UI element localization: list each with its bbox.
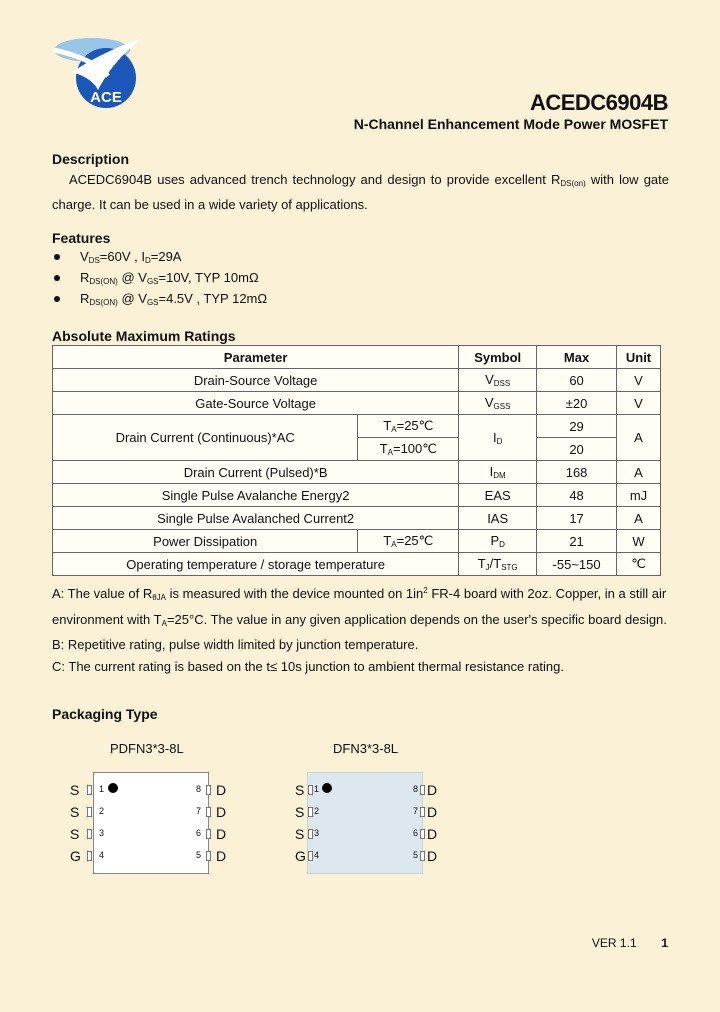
pin-label: S <box>70 804 80 820</box>
table-row: Operating temperature / storage temperature $T_J/T_{STG}$ -55~150 ℃ <box>53 553 661 576</box>
note-a: A: The value of $R_{\theta JA}$ is measured with the device mounted on $1in^2$ FR-4 board with 2oz. Copper, in a still air environment with $T_A=25^\circ C$. The value in any given application depends on the user's specific board design. <box>52 586 667 628</box>
pin-label: D <box>216 782 227 798</box>
table-row: Single Pulse Avalanched Current2 IAS 17 A <box>53 507 661 530</box>
pin-label: D <box>427 848 438 864</box>
pin-label: D <box>427 804 438 820</box>
packaging-heading: Packaging Type <box>52 706 158 722</box>
pin-number: 4 <box>99 850 105 860</box>
pin-label: S <box>295 782 305 798</box>
table-row: Single Pulse Avalanche Energy2 EAS 48 mJ <box>53 484 661 507</box>
pin-label: S <box>70 782 80 798</box>
pin-number: 5 <box>196 850 202 860</box>
pin-number: 6 <box>413 828 419 838</box>
part-number: ACEDC6904B <box>529 90 668 115</box>
pin-label: D <box>216 804 227 820</box>
pin-number: 8 <box>413 784 419 794</box>
pin1-marker <box>322 783 332 793</box>
ratings-table <box>52 345 661 576</box>
pin-label: D <box>427 782 438 798</box>
ratings-heading: Absolute Maximum Ratings <box>52 328 236 344</box>
table-row: $T_A=100℃$ 20 <box>53 438 661 461</box>
pin-label: S <box>295 804 305 820</box>
ratings-notes <box>52 580 669 677</box>
description-heading: Description <box>52 151 130 167</box>
pin-label: G <box>295 848 306 864</box>
pdfn-package-diagram <box>93 772 209 874</box>
table-header-row <box>53 346 661 369</box>
header-unit: Unit <box>617 346 661 369</box>
table-row: Drain Current (Pulsed)*B $I_{DM}$ 168 A <box>53 461 661 484</box>
pin-number: 1 <box>314 784 320 794</box>
table-row: Gate-Source Voltage $V_{GSS}$ ±20 V <box>53 392 661 415</box>
pin-label: S <box>70 826 80 842</box>
pin1-marker <box>108 783 118 793</box>
note-c: C: The current rating is based on the t≤ 10s junction to ambient thermal resistance rating. <box>52 658 564 674</box>
page-number: 1 <box>661 936 668 950</box>
pin-number: 3 <box>99 828 105 838</box>
dfn-package-diagram <box>307 772 423 874</box>
description-text: ACEDC6904B uses advanced trench technology and design to provide excellent $R_{DS(on)}$ with low gate charge. It can be used in a wide variety of applications. <box>52 172 669 212</box>
list-item: $R_{DS(ON)}$ @ $V_{GS}=10V$, TYP 10mΩ <box>52 267 267 288</box>
pin-number: 7 <box>196 806 202 816</box>
features-list <box>52 246 267 309</box>
pin-number: 2 <box>314 806 320 816</box>
product-subtitle: N-Channel Enhancement Mode Power MOSFET <box>353 116 668 132</box>
logo-text: ACE <box>90 89 122 106</box>
header-symbol: Symbol <box>459 346 537 369</box>
pin-label: D <box>427 826 438 842</box>
ace-logo <box>52 32 148 112</box>
version-label: VER 1.1 <box>591 936 637 950</box>
header-parameter: Parameter <box>53 346 459 369</box>
package-name-dfn: DFN3*3-8L <box>333 741 399 756</box>
header-max: Max <box>537 346 617 369</box>
pin-label: D <box>216 848 227 864</box>
table-row: Power Dissipation $T_A=25℃$ $P_D$ 21 W <box>53 530 661 553</box>
pin-label: D <box>216 826 227 842</box>
footer <box>592 936 668 950</box>
pin-number: 1 <box>99 784 105 794</box>
pin-label: S <box>295 826 305 842</box>
list-item: $R_{DS(ON)}$ @ $V_{GS}=4.5V$ , TYP 12mΩ <box>52 288 267 309</box>
pin-number: 6 <box>196 828 202 838</box>
package-name-pdfn: PDFN3*3-8L <box>110 741 184 756</box>
pin-number: 7 <box>413 806 419 816</box>
table-row: Drain Current (Continuous)*AC $T_A=25℃$ $I_D$ 29 A <box>53 415 661 438</box>
pin-label: G <box>70 848 81 864</box>
pin-number: 2 <box>99 806 105 816</box>
pin-number: 8 <box>196 784 202 794</box>
pin-number: 3 <box>314 828 320 838</box>
pin-number: 5 <box>413 850 419 860</box>
note-b: B: Repetitive rating, pulse width limited by junction temperature. <box>52 637 419 652</box>
pin-number: 4 <box>314 850 320 860</box>
table-row: Drain-Source Voltage $V_{DSS}$ 60 V <box>53 369 661 392</box>
features-heading: Features <box>52 230 111 246</box>
list-item: $V_{DS}=60V$ , $I_D=29A$ <box>52 246 267 267</box>
